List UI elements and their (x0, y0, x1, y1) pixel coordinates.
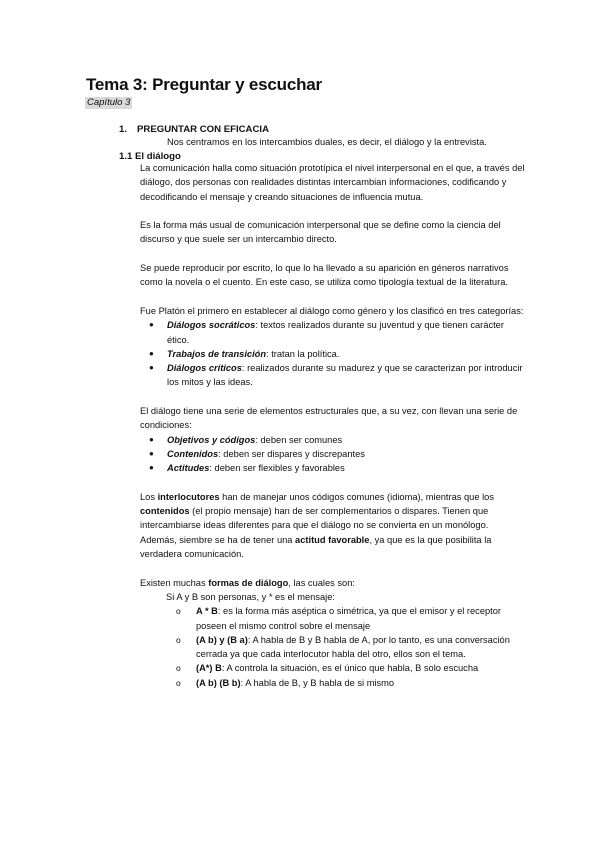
list-item-term: Actitudes (167, 463, 210, 474)
list-item-text: : A habla de B y B habla de A, por lo tanto, es una conversación cerrada ya que cada interlocutor habla del otro, ellos son el tema. (196, 634, 510, 660)
text-run: , ya que es la que posibilita la verdadera comunicación. (140, 534, 492, 560)
ring-bullet-icon: o (176, 606, 181, 617)
list-item (140, 461, 525, 475)
bullet-icon: ● (149, 463, 154, 473)
bullet-icon: ● (149, 348, 154, 358)
text-run: Los (140, 491, 158, 502)
text-run: han de manejar unos códigos comunes (idioma), mientras que los (219, 491, 494, 502)
subsection-heading: 1.1 El diálogo (119, 151, 181, 162)
bold-term: interlocutores (157, 491, 220, 502)
list-item (140, 676, 525, 690)
body-text (140, 161, 525, 690)
paragraph: Es la forma más usual de comunicación interpersonal que se define como la ciencia del discurso y que suele ser un intercambio directo. (140, 220, 501, 245)
text-run: Existen muchas (140, 577, 209, 588)
list-item-text: : deben ser comunes (255, 434, 343, 445)
ring-bullet-icon: o (176, 677, 181, 688)
forms-list (140, 604, 525, 690)
bullet-icon: ● (149, 320, 154, 330)
chapter-label: Capítulo 3 (87, 97, 131, 108)
list-item (140, 661, 525, 675)
bold-term: contenidos (140, 506, 190, 517)
ring-bullet-icon: o (176, 634, 181, 645)
list-item-text: : tratan la política. (266, 348, 340, 359)
paragraph: El diálogo tiene una serie de elementos estructurales que, a su vez, con llevan una serie de condiciones: (140, 406, 518, 431)
list-item (140, 347, 525, 361)
section-number: 1. (119, 124, 128, 135)
list-item-text: : deben ser flexibles y favorables (209, 463, 345, 474)
bold-term: formas de diálogo (208, 577, 289, 588)
list-item-term: Diálogos críticos (167, 363, 242, 374)
list-item-text: : realizados durante su madurez y que se caracterizan por introducir los mitos y las ideas. (167, 363, 523, 388)
paragraph: La comunicación halla como situación prototípica el nivel interpersonal en el que, a través del diálogo, dos personas con realidades distintas intercambian informaciones, codificando y decodificando el mensaje y creando situaciones de influencia mutua. (140, 163, 525, 202)
list-item-term: (A b) (B b) (196, 677, 241, 688)
list-item-text: : es la forma más aséptica o simétrica, ya que el emisor y el receptor poseen el mismo control sobre el mensaje (196, 606, 502, 631)
bullet-icon: ● (149, 448, 154, 458)
section-heading (119, 124, 269, 135)
list-item-term: (A*) B (196, 663, 222, 674)
paragraph: Se puede reproducir por escrito, lo que lo ha llevado a su aparición en géneros narrativos como la novela o el cuento. En este caso, se utiliza como tipología textual de la literatura. (140, 263, 509, 288)
paragraph (140, 490, 525, 561)
list-item-text: : A controla la situación, es el único que habla, B solo escucha (221, 663, 479, 674)
elements-list (140, 433, 525, 476)
bullet-icon: ● (149, 434, 154, 444)
text-run: , las cuales son: (288, 577, 355, 588)
list-item (140, 604, 525, 633)
list-item-term: Trabajos de transición (167, 348, 267, 359)
list-item-term: Diálogos socráticos (167, 320, 256, 331)
bold-term: actitud favorable (295, 534, 370, 545)
paragraph (140, 576, 525, 590)
section-intro: Nos centramos en los intercambios duales, es decir, el diálogo y la entrevista. (167, 137, 487, 147)
list-item-term: Contenidos (167, 448, 219, 459)
paragraph: Fue Platón el primero en establecer al diálogo como género y los clasificó en tres categorías: (140, 305, 524, 316)
list-item-term: A * B (196, 606, 218, 617)
list-item-text: : deben ser dispares y discrepantes (218, 448, 365, 459)
bullet-icon: ● (149, 363, 154, 373)
list-item (140, 361, 525, 390)
section-title: PREGUNTAR CON EFICACIA (137, 124, 270, 135)
list-item-text: : textos realizados durante su juventud y que tienen carácter ético. (167, 320, 504, 345)
list-item (140, 318, 525, 347)
list-item-text: : A habla de B, y B habla de si mismo (240, 677, 395, 688)
list-item (140, 447, 525, 461)
categories-list (140, 318, 525, 389)
list-item (140, 433, 525, 447)
page-title: Tema 3: Preguntar y escuchar (86, 75, 322, 94)
paragraph: Si A y B son personas, y * es el mensaje: (166, 591, 335, 602)
text-run: (el propio mensaje) han de ser complementarios o dispares. Tienen que intercambiarse ideas diferentes para que el diálogo no se convierta en un monólogo. Además, siembre se ha de tener una (140, 506, 489, 545)
list-item-term: (A b) y (B a) (196, 634, 248, 645)
list-item-term: Objetivos y códigos (167, 434, 256, 445)
list-item (140, 633, 525, 662)
ring-bullet-icon: o (176, 663, 181, 674)
